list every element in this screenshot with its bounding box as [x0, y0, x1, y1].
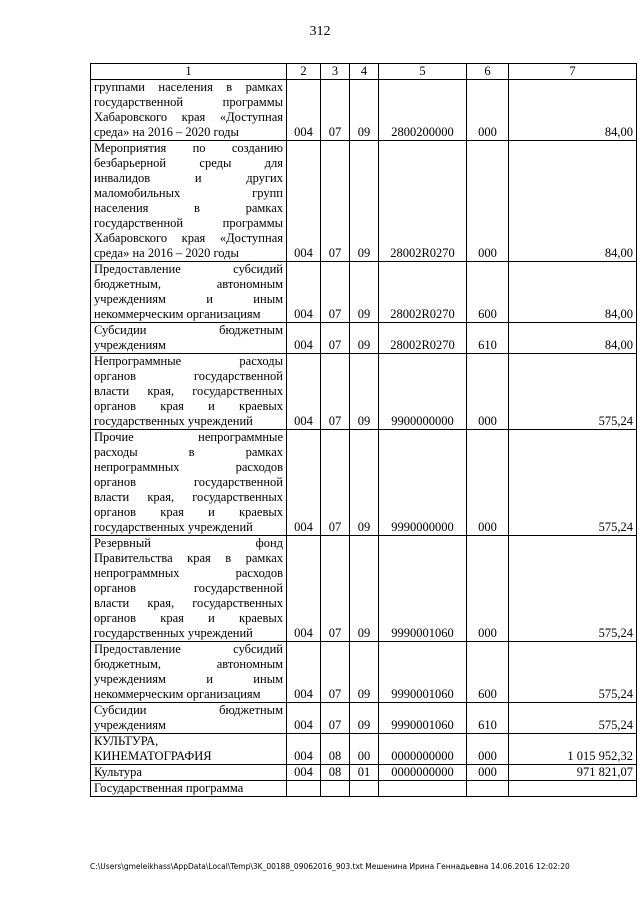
description-line: государственных учреждений — [94, 520, 253, 534]
section-code: 08 — [321, 765, 350, 781]
expense-type-code: 000 — [467, 80, 509, 141]
ministry-code: 004 — [287, 80, 321, 141]
table-row — [91, 765, 637, 781]
header-cell: 7 — [509, 64, 637, 80]
description-line: Предоставление субсидий — [94, 262, 283, 276]
ministry-code: 004 — [287, 354, 321, 430]
description-line: Хабаровского края «Доступная — [94, 110, 283, 124]
target-article-code: 0000000000 — [379, 734, 467, 765]
description-line: органов государственной — [94, 581, 283, 595]
table-row — [91, 781, 637, 797]
section-code: 07 — [321, 262, 350, 323]
row-description — [91, 765, 287, 781]
description-line: Резервный фонд — [94, 536, 283, 550]
amount: 575,24 — [509, 354, 637, 430]
row-description — [91, 354, 287, 430]
description-line: населения в рамках — [94, 201, 283, 215]
description-line: Хабаровского края «Доступная — [94, 231, 283, 245]
row-description — [91, 781, 287, 797]
target-article-code: 28002R0270 — [379, 141, 467, 262]
description-line: инвалидов и других — [94, 171, 283, 185]
section-code: 07 — [321, 141, 350, 262]
target-article-code — [379, 781, 467, 797]
row-description — [91, 262, 287, 323]
section-code: 07 — [321, 80, 350, 141]
target-article-code: 9900000000 — [379, 354, 467, 430]
expense-type-code: 610 — [467, 703, 509, 734]
ministry-code: 004 — [287, 536, 321, 642]
expense-type-code: 000 — [467, 536, 509, 642]
page-number: 312 — [309, 24, 331, 39]
row-description — [91, 80, 287, 141]
subsection-code: 01 — [350, 765, 379, 781]
amount: 971 821,07 — [509, 765, 637, 781]
table-row — [91, 354, 637, 430]
description-line: органов края и краевых — [94, 611, 283, 625]
expense-type-code — [467, 781, 509, 797]
expense-type-code: 000 — [467, 765, 509, 781]
section-code: 08 — [321, 734, 350, 765]
ministry-code: 004 — [287, 430, 321, 536]
target-article-code: 9990001060 — [379, 703, 467, 734]
header-cell: 2 — [287, 64, 321, 80]
description-line: Правительства края в рамках — [94, 551, 283, 565]
description-line: государственной программы — [94, 95, 283, 109]
subsection-code: 09 — [350, 323, 379, 354]
expense-type-code: 000 — [467, 354, 509, 430]
description-line: непрограммных расходов — [94, 566, 283, 580]
description-line: маломобильных групп — [94, 186, 283, 200]
description-line: Прочие непрограммные — [94, 430, 283, 444]
description-line: государственных учреждений — [94, 414, 253, 428]
amount: 575,24 — [509, 642, 637, 703]
description-line: органов государственной — [94, 369, 283, 383]
target-article-code: 9990001060 — [379, 642, 467, 703]
ministry-code: 004 — [287, 765, 321, 781]
expense-type-code: 600 — [467, 262, 509, 323]
description-line: учреждениям и иным — [94, 292, 283, 306]
description-line: бюджетным, автономным — [94, 277, 283, 291]
table-row — [91, 703, 637, 734]
section-code: 07 — [321, 354, 350, 430]
description-line: группами населения в рамках — [94, 80, 283, 94]
expense-type-code: 600 — [467, 642, 509, 703]
description-line: власти края, государственных — [94, 596, 283, 610]
description-line: государственных учреждений — [94, 626, 253, 640]
description-line: органов государственной — [94, 475, 283, 489]
section-code: 07 — [321, 703, 350, 734]
ministry-code: 004 — [287, 141, 321, 262]
description-line: расходы в рамках — [94, 445, 283, 459]
header-cell: 5 — [379, 64, 467, 80]
expense-type-code: 000 — [467, 734, 509, 765]
amount: 84,00 — [509, 80, 637, 141]
description-line: безбарьерной среды для — [94, 156, 283, 170]
row-description — [91, 323, 287, 354]
description-line: некоммерческим организациям — [94, 307, 261, 321]
row-description — [91, 536, 287, 642]
header-cell: 6 — [467, 64, 509, 80]
expense-type-code: 610 — [467, 323, 509, 354]
description-line: власти края, государственных — [94, 490, 283, 504]
description-line: органов края и краевых — [94, 505, 283, 519]
ministry-code — [287, 781, 321, 797]
amount: 575,24 — [509, 430, 637, 536]
ministry-code: 004 — [287, 734, 321, 765]
description-line: государственной программы — [94, 216, 283, 230]
table-row — [91, 141, 637, 262]
description-line: КУЛЬТУРА, — [94, 734, 159, 748]
header-cell: 4 — [350, 64, 379, 80]
row-description — [91, 734, 287, 765]
ministry-code: 004 — [287, 642, 321, 703]
ministry-code: 004 — [287, 262, 321, 323]
amount: 575,24 — [509, 703, 637, 734]
subsection-code: 09 — [350, 262, 379, 323]
description-line: среда» на 2016 – 2020 годы — [94, 125, 239, 139]
target-article-code: 9990001060 — [379, 536, 467, 642]
expense-type-code: 000 — [467, 141, 509, 262]
section-code: 07 — [321, 430, 350, 536]
row-description — [91, 430, 287, 536]
section-code: 07 — [321, 536, 350, 642]
table-row — [91, 734, 637, 765]
amount: 1 015 952,32 — [509, 734, 637, 765]
expense-type-code: 000 — [467, 430, 509, 536]
description-line: Непрограммные расходы — [94, 354, 283, 368]
target-article-code: 28002R0270 — [379, 262, 467, 323]
table-row — [91, 642, 637, 703]
description-line: Предоставление субсидий — [94, 642, 283, 656]
section-code: 07 — [321, 642, 350, 703]
ministry-code: 004 — [287, 703, 321, 734]
table-row — [91, 430, 637, 536]
description-line: органов края и краевых — [94, 399, 283, 413]
description-line: непрограммных расходов — [94, 460, 283, 474]
table-row — [91, 80, 637, 141]
target-article-code: 0000000000 — [379, 765, 467, 781]
target-article-code: 9990000000 — [379, 430, 467, 536]
description-line: среда» на 2016 – 2020 годы — [94, 246, 239, 260]
amount: 84,00 — [509, 323, 637, 354]
row-description — [91, 141, 287, 262]
section-code: 07 — [321, 323, 350, 354]
subsection-code: 09 — [350, 80, 379, 141]
amount — [509, 781, 637, 797]
subsection-code: 09 — [350, 430, 379, 536]
description-line: КИНЕМАТОГРАФИЯ — [94, 749, 212, 763]
row-description — [91, 642, 287, 703]
amount: 84,00 — [509, 262, 637, 323]
subsection-code: 00 — [350, 734, 379, 765]
budget-table — [90, 63, 637, 797]
table-row — [91, 536, 637, 642]
subsection-code: 09 — [350, 703, 379, 734]
description-line: Субсидии бюджетным — [94, 703, 283, 717]
subsection-code — [350, 781, 379, 797]
table-row — [91, 262, 637, 323]
description-line: Государственная программа — [94, 781, 244, 795]
description-line: учреждениям и иным — [94, 672, 283, 686]
description-line: некоммерческим организациям — [94, 687, 261, 701]
description-line: Мероприятия по созданию — [94, 141, 283, 155]
table-row — [91, 323, 637, 354]
description-line: учреждениям — [94, 338, 166, 352]
description-line: учреждениям — [94, 718, 166, 732]
description-line: власти края, государственных — [94, 384, 283, 398]
header-cell: 1 — [91, 64, 287, 80]
description-line: Субсидии бюджетным — [94, 323, 283, 337]
subsection-code: 09 — [350, 642, 379, 703]
amount: 84,00 — [509, 141, 637, 262]
description-line: Культура — [94, 765, 142, 779]
ministry-code: 004 — [287, 323, 321, 354]
amount: 575,24 — [509, 536, 637, 642]
section-code — [321, 781, 350, 797]
subsection-code: 09 — [350, 536, 379, 642]
subsection-code: 09 — [350, 141, 379, 262]
table-header-row — [91, 64, 637, 80]
target-article-code: 2800200000 — [379, 80, 467, 141]
file-path-footer: C:\Users\gmeleikhass\AppData\Local\Temp\3K_00188_09062016_903.txt Мешенина Ирина Геннадьевна 14.06.2016 12:02:20 — [90, 862, 570, 871]
header-cell: 3 — [321, 64, 350, 80]
row-description — [91, 703, 287, 734]
description-line: бюджетным, автономным — [94, 657, 283, 671]
target-article-code: 28002R0270 — [379, 323, 467, 354]
subsection-code: 09 — [350, 354, 379, 430]
